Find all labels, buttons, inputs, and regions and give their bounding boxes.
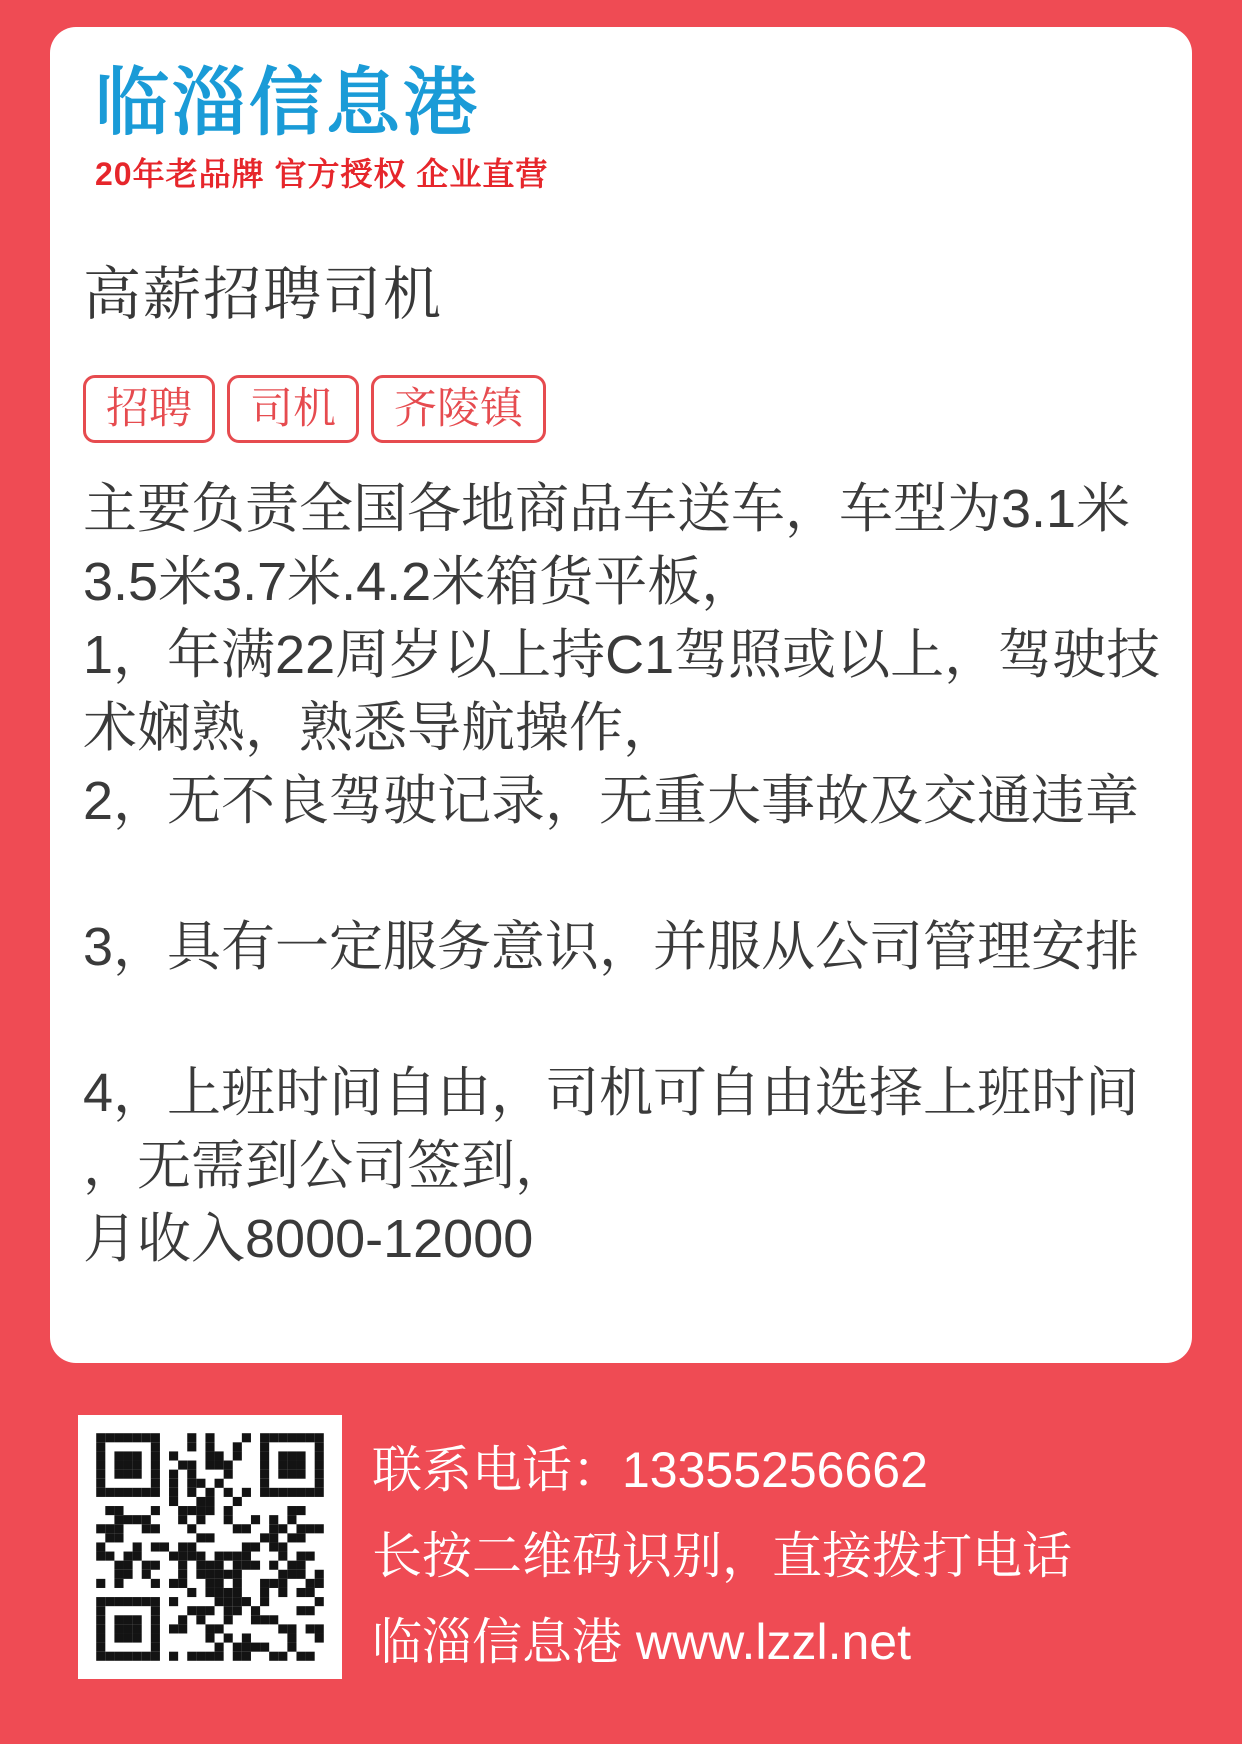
contact-phone: 联系电话：13355256662 [372,1442,928,1498]
tag-chip[interactable]: 司机 [227,375,359,443]
contact-footer [0,1415,1242,1679]
description-line: ，无需到公司签到， [83,1135,569,1196]
description-line: 主要负责全国各地商品车送车，车型为3.1米 [83,478,1131,539]
brand-name: 临淄信息港 [95,61,480,144]
job-title: 高薪招聘司机 [83,261,444,327]
job-card [50,27,1192,1363]
site-credit: 临淄信息港 www.lzzl.net [372,1614,911,1670]
description-line: 术娴熟，熟悉导航操作， [83,697,677,758]
brand-tagline: 20年老品牌 官方授权 企业直营 [95,155,549,192]
job-description [83,473,1159,1276]
description-line: 4，上班时间自由，司机可自由选择上班时间 [83,1062,1140,1123]
description-line: 3.5米3.7米.4.2米箱货平板， [83,551,756,612]
description-line [83,838,1159,911]
description-line: 2，无不良驾驶记录，无重大事故及交通违章 [83,770,1140,831]
qr-hint: 长按二维码识别，直接拨打电话 [372,1528,1072,1584]
tag-chip[interactable]: 招聘 [83,375,215,443]
description-line: 1，年满22周岁以上持C1驾照或以上，驾驶技 [83,624,1161,685]
tag-list [83,375,1159,443]
description-line [83,984,1159,1057]
brand-logo [95,63,1159,195]
qr-code-icon[interactable] [78,1415,342,1679]
contact-info [372,1427,1072,1685]
description-line: 3，具有一定服务意识，并服从公司管理安排 [83,916,1140,977]
tag-chip[interactable]: 齐陵镇 [371,375,546,443]
description-line: 月收入8000-12000 [83,1208,534,1269]
